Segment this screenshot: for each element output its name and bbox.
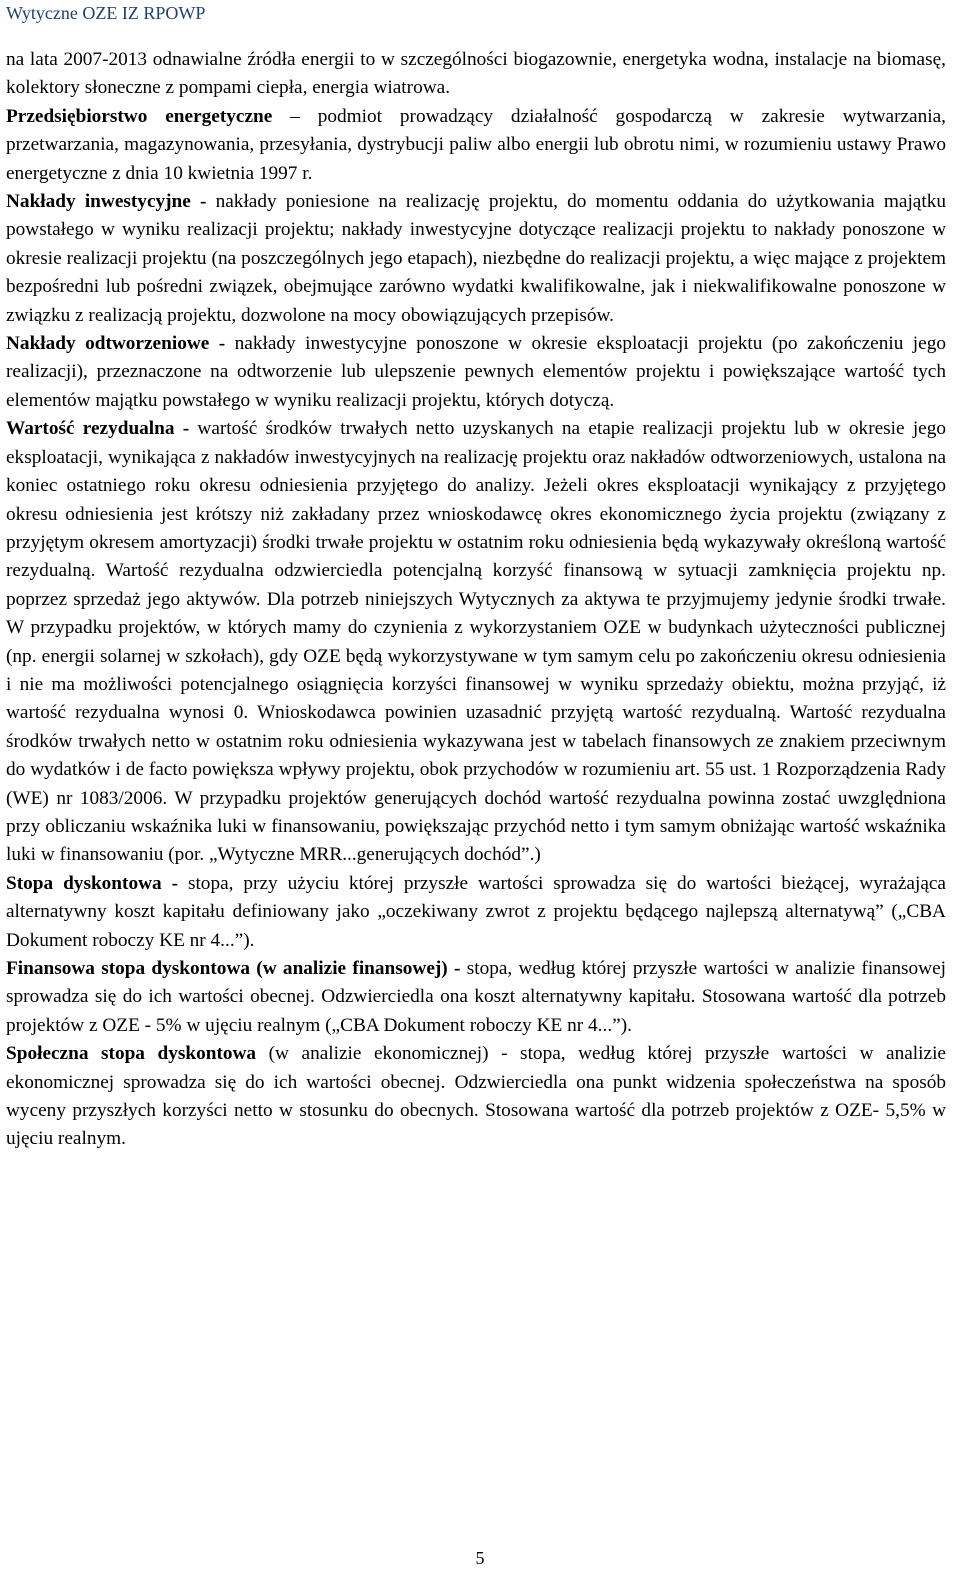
paragraph-naklady-inwestycyjne — [6, 188, 946, 330]
paragraph-text: nakłady poniesione na realizację projektu, do momentu oddania do użytkowania majątku powstałego w wyniku realizacji projektu; nakłady inwestycyjne dotyczące realizacji projektu to nakłady ponoszone w okresie realizacji projektu (na poszczególnych jego etapach), niezbędne do realizacji projektu, a więc mające z projektem bezpośredni lub pośredni związek, obejmujące zarówno wydatki kwalifikowalne, jak i niekwalifikowalne ponoszone w związku z realizacją projektu, dozwolone na mocy obowiązujących przepisów. — [6, 191, 946, 326]
page-number: 5 — [475, 1548, 485, 1568]
paragraph-finansowa-stopa-dyskontowa — [6, 955, 946, 1040]
paragraph-text: wartość środków trwałych netto uzyskanych na etapie realizacji projektu lub w okresie jego eksploatacji, wynikająca z nakładów inwestycyjnych na realizację projektu oraz nakładów odtworzeniowych, ustalona na koniec ostatniego roku okresu odniesienia przyjętego do analizy. Jeżeli okres eksploatacji wynikający z przyjętego okresu odniesienia jest krótszy niż zakładany przez wnioskodawcę okres ekonomicznego życia projektu (związany z przyjętym okresem amortyzacji) środki trwałe projektu w ostatnim roku odniesienia będą wykazywały określoną wartość rezydualną. Wartość rezydualna odzwierciedla potencjalną korzyść finansową w sytuacji zamknięcia projektu np. poprzez sprzedaż jego aktywów. Dla potrzeb niniejszych Wytycznych za aktywa te przyjmujemy jedynie środki trwałe. W przypadku projektów, w których mamy do czynienia z wykorzystaniem OZE w budynkach użyteczności publicznej (np. energii solarnej w szkołach), gdy OZE będą wykorzystywane w tym samym celu po zakończeniu okresu odniesienia i nie ma możliwości potencjalnego osiągnięcia korzyści finansowej w wyniku sprzedaży obiektu, można przyjąć, iż wartość rezydualna wynosi 0. Wnioskodawca powinien uzasadnić przyjętą wartość rezydualną. Wartość rezydualna środków trwałych netto w ostatnim roku odniesienia wykazywana jest w tabelach finansowych ze znakiem przeciwnym do wydatków i de facto powiększa wpływy projektu, obok przychodów w rozumieniu art. 55 ust. 1 Rozporządzenia Rady (WE) nr 1083/2006. W przypadku projektów generujących dochód wartość rezydualna powinna zostać uwzględniona przy obliczaniu wskaźnika luki w finansowaniu, powiększając przychód netto i tym samym obniżając wartość wskaźnika luki w finansowaniu (por. „Wytyczne MRR...generujących dochód”.) — [6, 418, 947, 866]
paragraph-term: Stopa dyskontowa - — [6, 872, 179, 894]
paragraph-text: nakłady inwestycyjne ponoszone w okresie eksploatacji projektu (po zakończeniu jego realizacji), przeznaczone na odtworzenie lub ulepszenie pewnych elementów projektu i powiększające wartość tych elementów majątku powstałego w wyniku realizacji projektu, których dotyczą. — [6, 333, 946, 411]
paragraph-term: Społeczna stopa dyskontowa — [6, 1043, 257, 1065]
paragraph-text: – podmiot prowadzący działalność gospodarczą w zakresie wytwarzania, przetwarzania, magazynowania, przesyłania, dystrybucji paliw albo energii lub obrotu nimi, w rozumieniu ustawy Prawo energetyczne z dnia 10 kwietnia 1997 r. — [6, 105, 946, 184]
paragraph-text: stopa, według której przyszłe wartości w analizie finansowej sprowadza się do ich wartości obecnej. Odzwierciedla ona koszt alternatywny kapitału. Stosowana wartość dla potrzeb projektów z OZE - 5% w ujęciu realnym („CBA Dokument roboczy KE nr 4...”). — [6, 958, 947, 1036]
body-text — [6, 46, 946, 1154]
paragraph-stopa-dyskontowa — [6, 870, 946, 955]
paragraph-term: Nakłady inwestycyjne - — [6, 191, 207, 213]
paragraph-term: Finansowa stopa dyskontowa (w analizie finansowej) - — [6, 958, 461, 979]
paragraph-text: stopa, przy użyciu której przyszłe wartości sprowadza się do wartości bieżącej, wyrażająca alternatywny koszt kapitału definiowany jako „oczekiwany zwrot z projektu będącego najlepszą alternatywą” („CBA Dokument roboczy KE nr 4...”). — [6, 872, 946, 951]
paragraph-naklady-odtworzeniowe — [6, 330, 946, 415]
running-header: Wytyczne OZE IZ RPOWP — [6, 3, 206, 23]
paragraph-term: Wartość rezydualna - — [6, 418, 190, 440]
paragraph-term: Nakłady odtworzeniowe - — [6, 333, 226, 355]
paragraph-wartosc-rezydualna — [6, 415, 946, 870]
paragraph-term: Przedsiębiorstwo energetyczne — [6, 105, 273, 127]
paragraph-spoleczna-stopa-dyskontowa — [6, 1040, 946, 1154]
paragraph-intro-continuation — [6, 46, 946, 103]
paragraph-text: (w analizie ekonomicznej) - stopa, według której przyszłe wartości w analizie ekonomicznej sprowadza się do ich wartości obecnej. Odzwierciedla ona punkt widzenia społeczeństwa na sposób wyceny przyszłych korzyści netto w stosunku do obecnych. Stosowana wartość dla potrzeb projektów z OZE- 5,5% w ujęciu realnym. — [6, 1043, 946, 1150]
paragraph-przedsiebiorstwo-energetyczne — [6, 103, 946, 188]
paragraph-text: na lata 2007-2013 odnawialne źródła energii to w szczególności biogazownie, energetyka wodna, instalacje na biomasę, kolektory słoneczne z pompami ciepła, energia wiatrowa. — [6, 49, 946, 99]
